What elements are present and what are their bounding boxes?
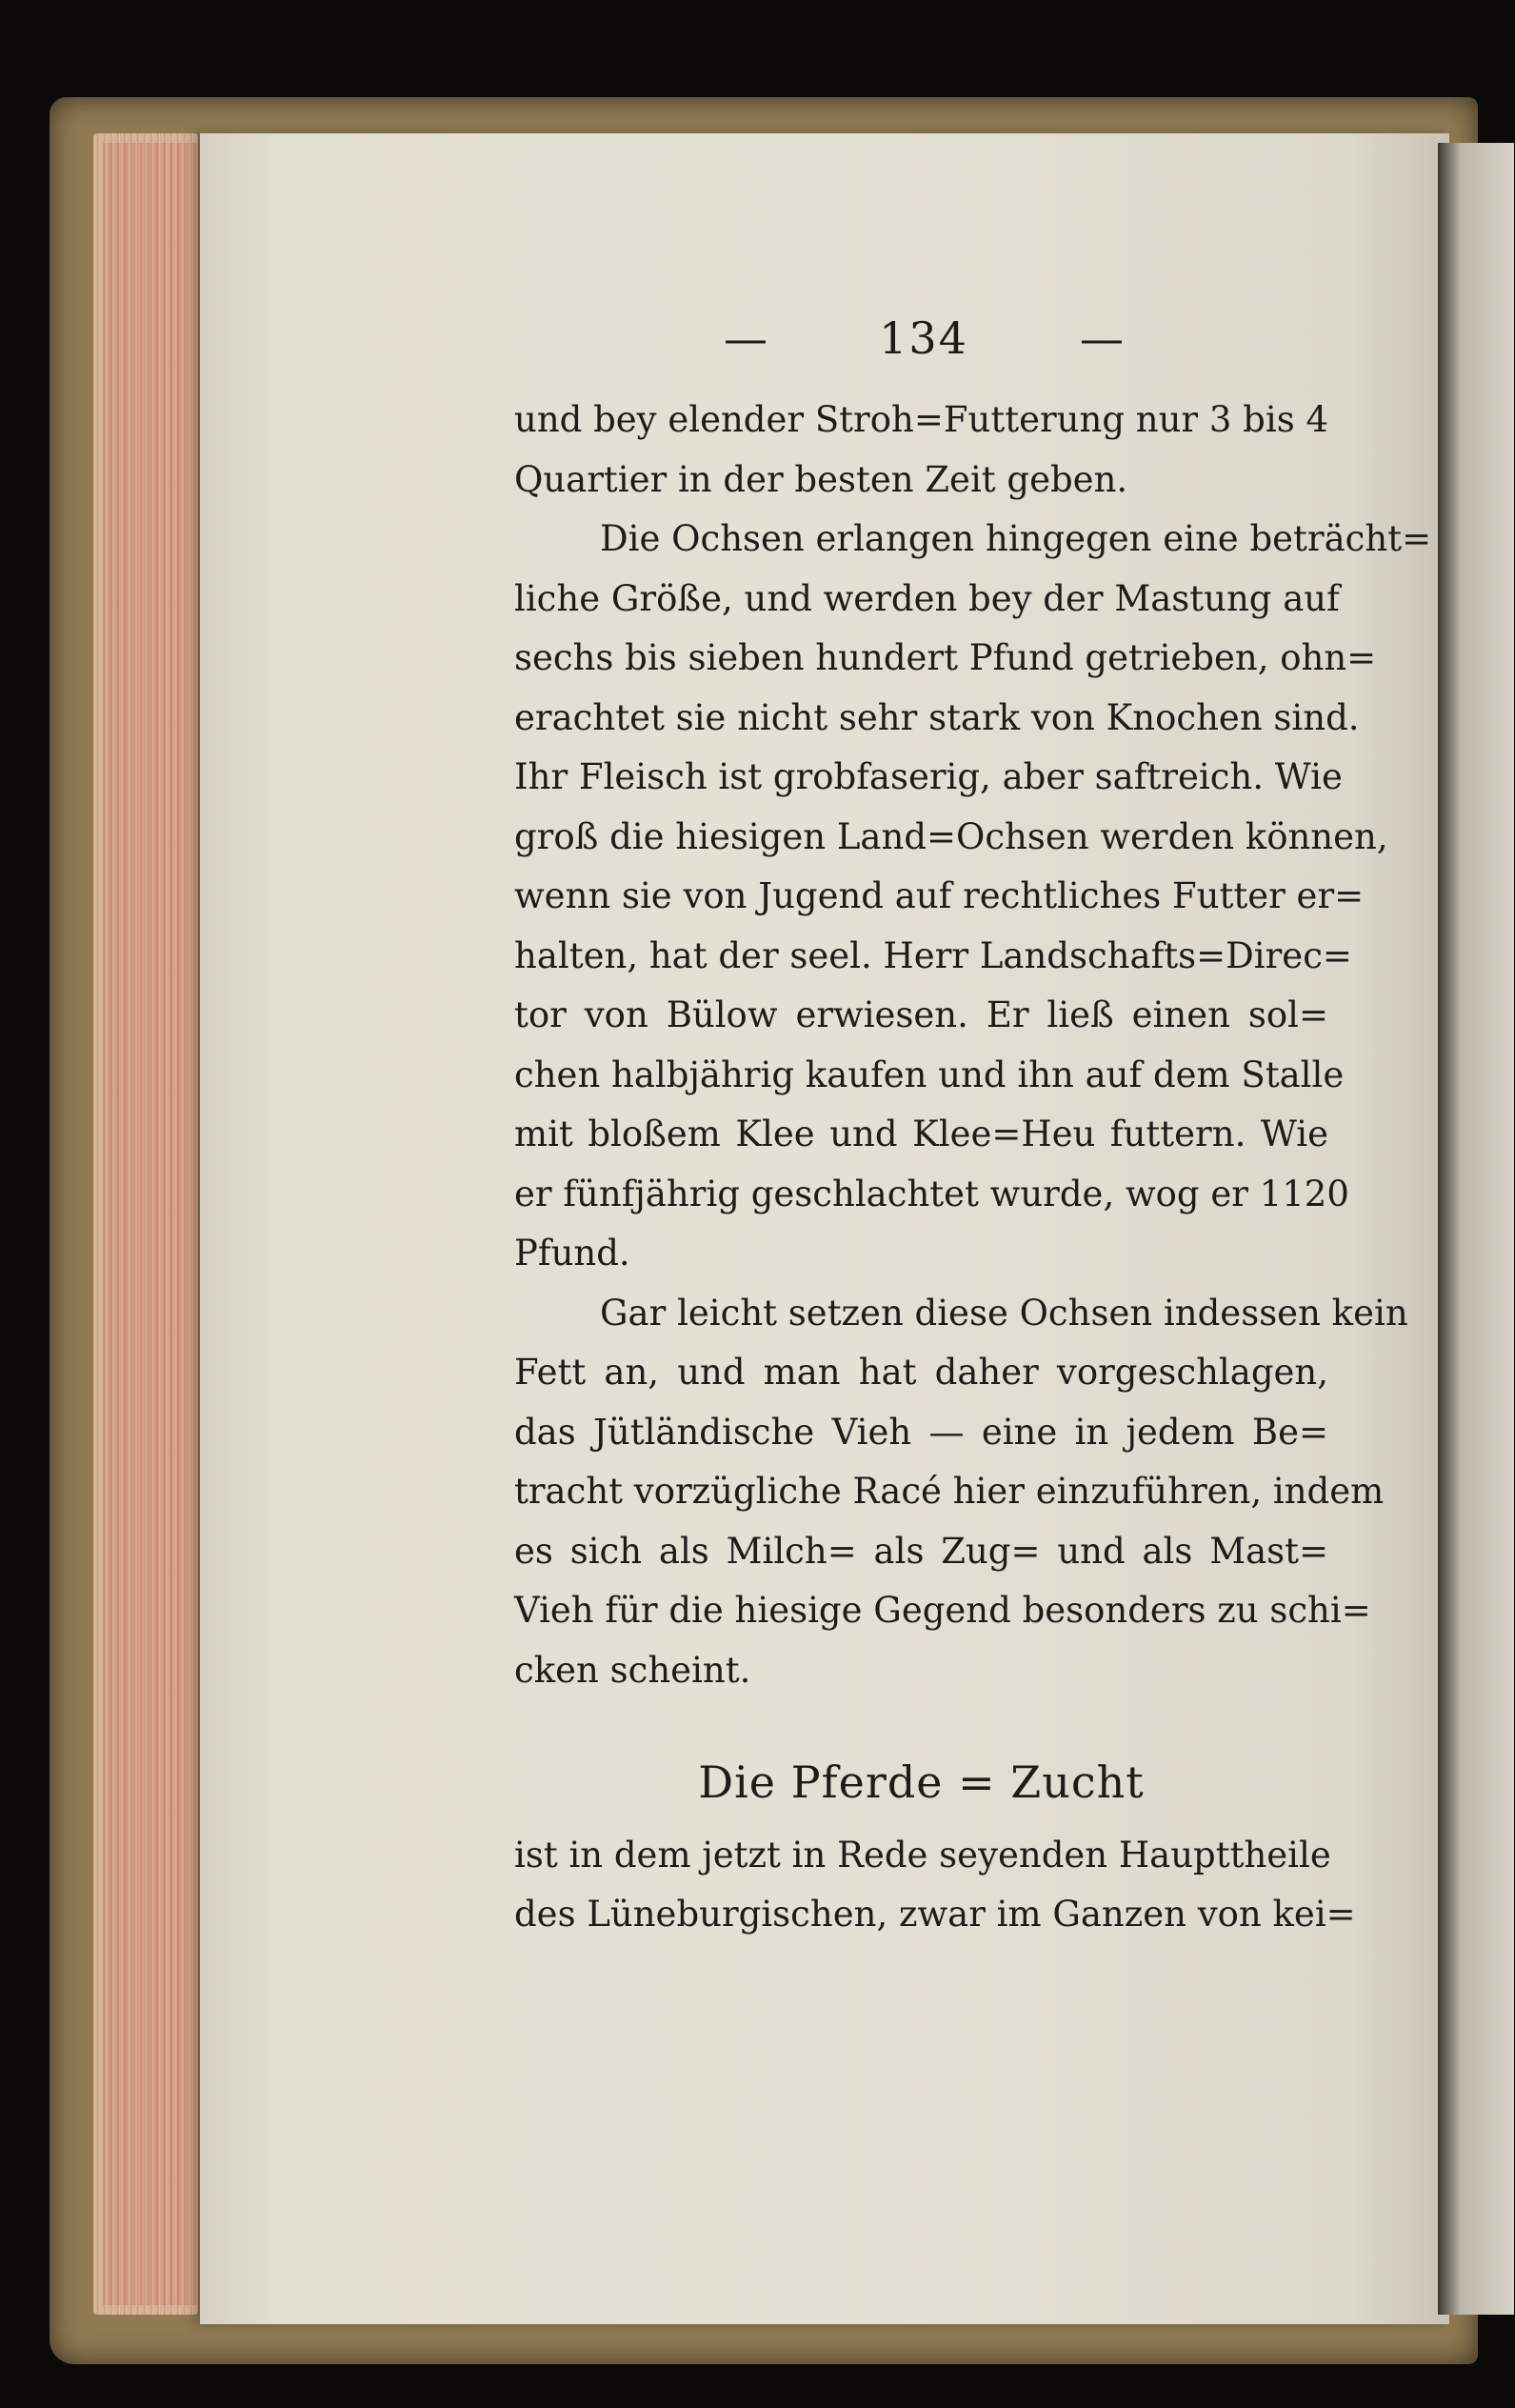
text-line: halten, hat der seel. Herr Landschafts=Direc=: [514, 934, 1352, 976]
text-line: mit bloßem Klee und Klee=Heu futtern. Wie: [514, 1114, 1328, 1154]
facing-page-edge: [1438, 143, 1514, 2315]
text-line: Ihr Fleisch ist grobfaserig, aber saftreich. Wie: [514, 756, 1343, 797]
text-line: Fett an, und man hat daher vorgeschlagen,: [514, 1352, 1328, 1393]
paragraph-1: [514, 391, 1328, 510]
text-line: er fünfjährig geschlachtet wurde, wog er 1120: [514, 1173, 1349, 1214]
text-line: Quartier in der besten Zeit geben.: [514, 458, 1128, 500]
text-line: tracht vorzügliche Racé hier einzuführen, indem: [514, 1471, 1385, 1512]
header-right-dash: —: [1080, 312, 1124, 364]
text-line: Vieh für die hiesige Gegend besonders zu schi=: [514, 1590, 1371, 1631]
text-line: Die Ochsen erlangen hingegen eine beträcht=: [600, 518, 1432, 559]
page-header: [724, 305, 1124, 371]
text-line: des Lüneburgischen, zwar im Ganzen von kei=: [514, 1894, 1356, 1935]
text-line: sechs bis sieben hundert Pfund getrieben, ohn=: [514, 637, 1377, 678]
text-line: ist in dem jetzt in Rede seyenden Haupttheile: [514, 1834, 1331, 1876]
text-line: chen halbjährig kaufen und ihn auf dem Stalle: [514, 1054, 1345, 1095]
text-line: Gar leicht setzen diese Ochsen indessen kein: [600, 1292, 1408, 1334]
text-line: das Jütländische Vieh — eine in jedem Be=: [514, 1411, 1328, 1453]
body-text: [514, 391, 1432, 1945]
section-heading: Die Pferde = Zucht: [698, 1756, 1145, 1808]
text-line: liche Größe, und werden bey der Mastung auf: [514, 577, 1340, 619]
page-number: 134: [879, 312, 968, 364]
paragraph-2: [514, 510, 1432, 1284]
header-left-dash: —: [724, 312, 767, 364]
text-line: und bey elender Stroh=Futterung nur 3 bis 4: [514, 399, 1328, 440]
text-line: cken scheint.: [514, 1649, 751, 1691]
paragraph-4: [514, 1826, 1356, 1945]
text-line: groß die hiesigen Land=Ochsen werden können,: [514, 815, 1388, 857]
text-line: wenn sie von Jugend auf rechtliches Futter er=: [514, 875, 1365, 916]
red-page-edge: [103, 143, 198, 2305]
text-line: tor von Bülow erwiesen. Er ließ einen sol=: [514, 994, 1328, 1035]
paragraph-3: [514, 1284, 1408, 1701]
text-line: erachtet sie nicht sehr stark von Knochen sind.: [514, 696, 1360, 738]
text-line: es sich als Milch= als Zug= und als Mast=: [514, 1530, 1328, 1572]
text-line: Pfund.: [514, 1233, 630, 1274]
